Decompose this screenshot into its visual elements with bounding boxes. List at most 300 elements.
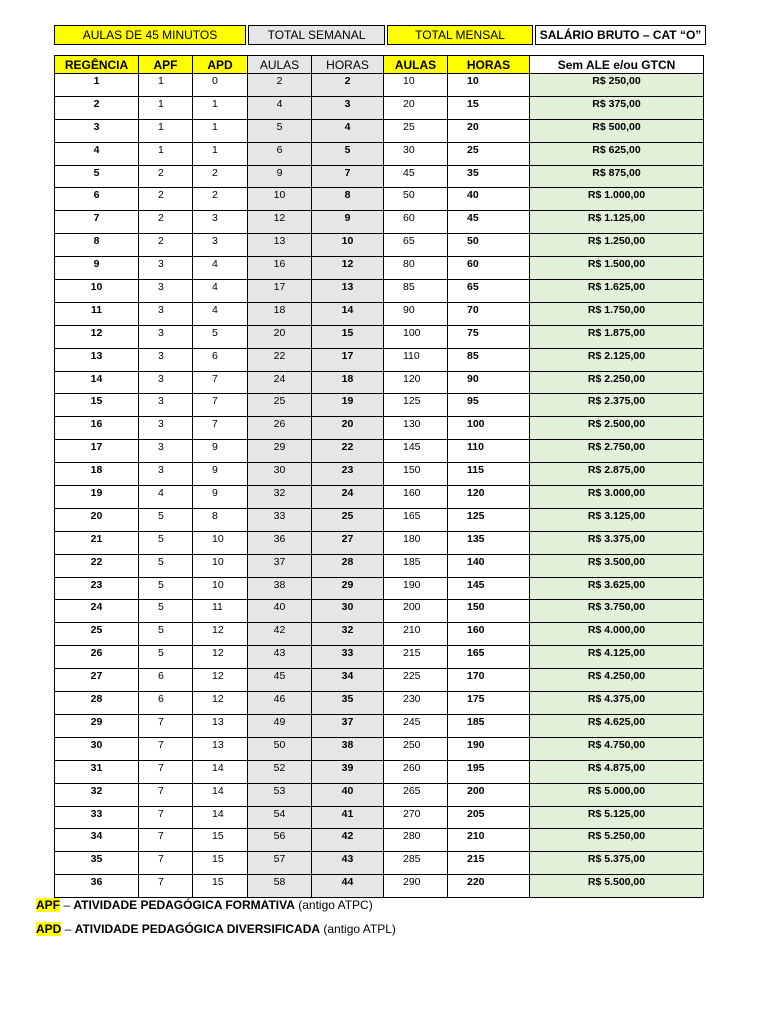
table-row: [55, 417, 704, 440]
cell-regencia: 23: [55, 577, 139, 600]
cell-salario: R$ 1.750,00: [530, 302, 704, 325]
cell-apf: 5: [139, 508, 193, 531]
table-row: [55, 600, 704, 623]
cell-apf: 3: [139, 440, 193, 463]
cell-horas-mensal: 110: [448, 440, 530, 463]
cell-aulas-semanal: 58: [248, 875, 312, 898]
cell-apd: 1: [193, 119, 248, 142]
cell-salario: R$ 2.875,00: [530, 463, 704, 486]
cell-horas-semanal: 38: [312, 737, 384, 760]
cell-apd: 1: [193, 96, 248, 119]
cell-apf: 3: [139, 348, 193, 371]
cell-salario: R$ 5.375,00: [530, 852, 704, 875]
cell-aulas-semanal: 36: [248, 531, 312, 554]
cell-regencia: 4: [55, 142, 139, 165]
cell-regencia: 27: [55, 669, 139, 692]
cell-salario: R$ 3.625,00: [530, 577, 704, 600]
cell-apd: 7: [193, 394, 248, 417]
cell-aulas-mensal: 80: [384, 257, 448, 280]
cell-aulas-semanal: 10: [248, 188, 312, 211]
table-row: [55, 119, 704, 142]
cell-aulas-mensal: 225: [384, 669, 448, 692]
table-body: [55, 74, 704, 898]
cell-aulas-semanal: 18: [248, 302, 312, 325]
cell-apd: 5: [193, 325, 248, 348]
cell-salario: R$ 1.000,00: [530, 188, 704, 211]
cell-regencia: 8: [55, 234, 139, 257]
table-row: [55, 280, 704, 303]
cell-horas-semanal: 22: [312, 440, 384, 463]
cell-apd: 4: [193, 257, 248, 280]
cell-horas-semanal: 43: [312, 852, 384, 875]
cell-regencia: 14: [55, 371, 139, 394]
cell-apd: 4: [193, 280, 248, 303]
cell-horas-semanal: 42: [312, 829, 384, 852]
cell-regencia: 13: [55, 348, 139, 371]
cell-aulas-mensal: 10: [384, 74, 448, 97]
cell-salario: R$ 1.250,00: [530, 234, 704, 257]
cell-aulas-mensal: 215: [384, 646, 448, 669]
cell-aulas-semanal: 4: [248, 96, 312, 119]
note-apf-abbr: APF: [36, 898, 60, 912]
cell-apf: 2: [139, 188, 193, 211]
cell-salario: R$ 5.125,00: [530, 806, 704, 829]
table-row: [55, 852, 704, 875]
cell-aulas-semanal: 37: [248, 554, 312, 577]
cell-regencia: 5: [55, 165, 139, 188]
table-row: [55, 325, 704, 348]
cell-aulas-mensal: 260: [384, 760, 448, 783]
cell-apd: 13: [193, 737, 248, 760]
cell-apf: 7: [139, 737, 193, 760]
cell-salario: R$ 5.250,00: [530, 829, 704, 852]
cell-horas-mensal: 220: [448, 875, 530, 898]
cell-salario: R$ 500,00: [530, 119, 704, 142]
cell-horas-mensal: 115: [448, 463, 530, 486]
cell-aulas-semanal: 26: [248, 417, 312, 440]
cell-horas-mensal: 175: [448, 692, 530, 715]
note-apd: [36, 920, 396, 944]
cell-apd: 11: [193, 600, 248, 623]
cell-apf: 3: [139, 463, 193, 486]
cell-aulas-semanal: 49: [248, 714, 312, 737]
cell-apd: 9: [193, 440, 248, 463]
cell-horas-semanal: 34: [312, 669, 384, 692]
footnotes: [36, 896, 396, 944]
table-row: [55, 577, 704, 600]
cell-salario: R$ 625,00: [530, 142, 704, 165]
cell-salario: R$ 3.500,00: [530, 554, 704, 577]
cell-aulas-semanal: 2: [248, 74, 312, 97]
cell-aulas-mensal: 165: [384, 508, 448, 531]
cell-apf: 2: [139, 165, 193, 188]
cell-salario: R$ 4.125,00: [530, 646, 704, 669]
col-horas-semanal: HORAS: [312, 56, 384, 74]
cell-horas-semanal: 3: [312, 96, 384, 119]
cell-horas-mensal: 135: [448, 531, 530, 554]
cell-salario: R$ 2.250,00: [530, 371, 704, 394]
cell-apf: 5: [139, 554, 193, 577]
cell-apf: 2: [139, 211, 193, 234]
cell-apf: 5: [139, 623, 193, 646]
cell-regencia: 10: [55, 280, 139, 303]
cell-apd: 7: [193, 371, 248, 394]
cell-apf: 6: [139, 692, 193, 715]
cell-salario: R$ 2.125,00: [530, 348, 704, 371]
cell-apd: 10: [193, 554, 248, 577]
cell-horas-mensal: 15: [448, 96, 530, 119]
table-row: [55, 737, 704, 760]
cell-horas-mensal: 85: [448, 348, 530, 371]
table-row: [55, 463, 704, 486]
cell-apf: 3: [139, 417, 193, 440]
cell-aulas-mensal: 30: [384, 142, 448, 165]
cell-aulas-semanal: 45: [248, 669, 312, 692]
cell-horas-mensal: 75: [448, 325, 530, 348]
cell-apd: 12: [193, 669, 248, 692]
cell-apd: 2: [193, 165, 248, 188]
table-row: [55, 371, 704, 394]
cell-horas-semanal: 33: [312, 646, 384, 669]
cell-aulas-mensal: 90: [384, 302, 448, 325]
cell-apd: 13: [193, 714, 248, 737]
cell-apf: 5: [139, 577, 193, 600]
cell-horas-mensal: 40: [448, 188, 530, 211]
cell-aulas-mensal: 100: [384, 325, 448, 348]
cell-aulas-semanal: 53: [248, 783, 312, 806]
cell-horas-semanal: 7: [312, 165, 384, 188]
cell-apd: 10: [193, 577, 248, 600]
cell-apf: 3: [139, 394, 193, 417]
cell-horas-mensal: 90: [448, 371, 530, 394]
cell-regencia: 28: [55, 692, 139, 715]
cell-apf: 4: [139, 486, 193, 509]
cell-salario: R$ 3.375,00: [530, 531, 704, 554]
cell-horas-mensal: 160: [448, 623, 530, 646]
cell-horas-semanal: 29: [312, 577, 384, 600]
cell-aulas-semanal: 29: [248, 440, 312, 463]
cell-aulas-semanal: 32: [248, 486, 312, 509]
cell-apd: 15: [193, 829, 248, 852]
cell-apf: 1: [139, 96, 193, 119]
table-row: [55, 508, 704, 531]
cell-apf: 2: [139, 234, 193, 257]
column-header-row: [55, 56, 704, 74]
header-salario-bruto: SALÁRIO BRUTO – CAT “O”: [536, 26, 706, 45]
cell-apf: 5: [139, 600, 193, 623]
cell-horas-mensal: 95: [448, 394, 530, 417]
note-apd-title: ATIVIDADE PEDAGÓGICA DIVERSIFICADA: [74, 922, 321, 936]
cell-horas-semanal: 2: [312, 74, 384, 97]
cell-horas-mensal: 10: [448, 74, 530, 97]
table-row: [55, 440, 704, 463]
cell-horas-semanal: 14: [312, 302, 384, 325]
cell-horas-semanal: 44: [312, 875, 384, 898]
cell-regencia: 32: [55, 783, 139, 806]
table-row: [55, 302, 704, 325]
note-apf: [36, 896, 396, 920]
cell-aulas-semanal: 54: [248, 806, 312, 829]
cell-apf: 7: [139, 783, 193, 806]
cell-salario: R$ 1.500,00: [530, 257, 704, 280]
cell-regencia: 22: [55, 554, 139, 577]
table-row: [55, 211, 704, 234]
cell-aulas-mensal: 280: [384, 829, 448, 852]
cell-apd: 14: [193, 760, 248, 783]
col-aulas-mensal: AULAS: [384, 56, 448, 74]
cell-horas-semanal: 25: [312, 508, 384, 531]
cell-aulas-mensal: 110: [384, 348, 448, 371]
cell-apd: 14: [193, 806, 248, 829]
note-apf-dash: –: [60, 898, 74, 912]
cell-horas-mensal: 185: [448, 714, 530, 737]
cell-horas-mensal: 20: [448, 119, 530, 142]
table-row: [55, 188, 704, 211]
cell-horas-semanal: 24: [312, 486, 384, 509]
note-apd-dash: –: [61, 922, 75, 936]
table-row: [55, 623, 704, 646]
cell-salario: R$ 1.625,00: [530, 280, 704, 303]
cell-aulas-semanal: 43: [248, 646, 312, 669]
col-horas-mensal: HORAS: [448, 56, 530, 74]
cell-salario: R$ 2.750,00: [530, 440, 704, 463]
cell-salario: R$ 375,00: [530, 96, 704, 119]
cell-aulas-semanal: 12: [248, 211, 312, 234]
cell-horas-mensal: 150: [448, 600, 530, 623]
cell-apf: 3: [139, 325, 193, 348]
table-row: [55, 96, 704, 119]
cell-regencia: 36: [55, 875, 139, 898]
cell-aulas-mensal: 250: [384, 737, 448, 760]
cell-horas-semanal: 23: [312, 463, 384, 486]
cell-horas-semanal: 12: [312, 257, 384, 280]
cell-salario: R$ 4.000,00: [530, 623, 704, 646]
cell-horas-mensal: 45: [448, 211, 530, 234]
cell-horas-mensal: 140: [448, 554, 530, 577]
cell-apd: 12: [193, 692, 248, 715]
cell-regencia: 7: [55, 211, 139, 234]
cell-aulas-mensal: 230: [384, 692, 448, 715]
cell-horas-mensal: 125: [448, 508, 530, 531]
cell-apd: 10: [193, 531, 248, 554]
cell-horas-mensal: 120: [448, 486, 530, 509]
cell-apf: 7: [139, 760, 193, 783]
cell-horas-semanal: 37: [312, 714, 384, 737]
cell-horas-semanal: 19: [312, 394, 384, 417]
cell-aulas-mensal: 265: [384, 783, 448, 806]
cell-salario: R$ 3.750,00: [530, 600, 704, 623]
cell-horas-mensal: 145: [448, 577, 530, 600]
cell-apf: 7: [139, 714, 193, 737]
cell-horas-semanal: 18: [312, 371, 384, 394]
table-row: [55, 669, 704, 692]
cell-aulas-mensal: 20: [384, 96, 448, 119]
cell-apd: 8: [193, 508, 248, 531]
cell-apd: 6: [193, 348, 248, 371]
cell-aulas-mensal: 190: [384, 577, 448, 600]
note-apd-abbr: APD: [36, 922, 62, 936]
cell-apd: 12: [193, 623, 248, 646]
header-total-mensal: TOTAL MENSAL: [388, 26, 533, 45]
table-row: [55, 531, 704, 554]
col-salario: Sem ALE e/ou GTCN: [530, 56, 704, 74]
cell-apd: 4: [193, 302, 248, 325]
cell-horas-semanal: 15: [312, 325, 384, 348]
cell-aulas-semanal: 42: [248, 623, 312, 646]
header-total-semanal: TOTAL SEMANAL: [249, 26, 385, 45]
cell-apd: 1: [193, 142, 248, 165]
cell-aulas-mensal: 120: [384, 371, 448, 394]
cell-apf: 7: [139, 806, 193, 829]
cell-aulas-mensal: 85: [384, 280, 448, 303]
cell-aulas-semanal: 56: [248, 829, 312, 852]
cell-regencia: 34: [55, 829, 139, 852]
table-row: [55, 692, 704, 715]
table-row: [55, 806, 704, 829]
cell-aulas-mensal: 130: [384, 417, 448, 440]
cell-horas-semanal: 40: [312, 783, 384, 806]
cell-apf: 7: [139, 829, 193, 852]
cell-regencia: 12: [55, 325, 139, 348]
table-row: [55, 646, 704, 669]
cell-apd: 15: [193, 852, 248, 875]
cell-horas-mensal: 215: [448, 852, 530, 875]
cell-aulas-mensal: 45: [384, 165, 448, 188]
cell-aulas-semanal: 57: [248, 852, 312, 875]
cell-aulas-mensal: 185: [384, 554, 448, 577]
cell-salario: R$ 4.875,00: [530, 760, 704, 783]
cell-aulas-semanal: 24: [248, 371, 312, 394]
cell-regencia: 2: [55, 96, 139, 119]
cell-aulas-semanal: 25: [248, 394, 312, 417]
col-apf: APF: [139, 56, 193, 74]
col-aulas-semanal: AULAS: [248, 56, 312, 74]
cell-horas-mensal: 50: [448, 234, 530, 257]
table-row: [55, 257, 704, 280]
cell-horas-semanal: 27: [312, 531, 384, 554]
cell-horas-mensal: 170: [448, 669, 530, 692]
cell-regencia: 33: [55, 806, 139, 829]
cell-regencia: 11: [55, 302, 139, 325]
cell-regencia: 3: [55, 119, 139, 142]
cell-horas-mensal: 200: [448, 783, 530, 806]
cell-regencia: 15: [55, 394, 139, 417]
cell-salario: R$ 2.500,00: [530, 417, 704, 440]
cell-horas-mensal: 100: [448, 417, 530, 440]
cell-apf: 7: [139, 852, 193, 875]
cell-aulas-mensal: 210: [384, 623, 448, 646]
cell-salario: R$ 1.125,00: [530, 211, 704, 234]
cell-aulas-semanal: 16: [248, 257, 312, 280]
cell-aulas-semanal: 22: [248, 348, 312, 371]
cell-aulas-semanal: 13: [248, 234, 312, 257]
cell-regencia: 16: [55, 417, 139, 440]
table-row: [55, 142, 704, 165]
cell-apd: 7: [193, 417, 248, 440]
cell-horas-mensal: 65: [448, 280, 530, 303]
note-apd-suffix: (antigo ATPL): [320, 922, 396, 936]
cell-aulas-mensal: 145: [384, 440, 448, 463]
table-row: [55, 783, 704, 806]
cell-horas-mensal: 25: [448, 142, 530, 165]
cell-salario: R$ 3.125,00: [530, 508, 704, 531]
cell-regencia: 18: [55, 463, 139, 486]
cell-aulas-semanal: 38: [248, 577, 312, 600]
cell-horas-mensal: 70: [448, 302, 530, 325]
cell-regencia: 19: [55, 486, 139, 509]
cell-horas-mensal: 165: [448, 646, 530, 669]
cell-apd: 2: [193, 188, 248, 211]
cell-salario: R$ 5.500,00: [530, 875, 704, 898]
cell-apf: 3: [139, 302, 193, 325]
cell-apd: 9: [193, 486, 248, 509]
cell-salario: R$ 250,00: [530, 74, 704, 97]
cell-horas-mensal: 210: [448, 829, 530, 852]
table-row: [55, 348, 704, 371]
header-aulas-45-minutos: AULAS DE 45 MINUTOS: [55, 26, 246, 45]
table-row: [55, 760, 704, 783]
cell-horas-semanal: 8: [312, 188, 384, 211]
cell-aulas-mensal: 160: [384, 486, 448, 509]
cell-regencia: 24: [55, 600, 139, 623]
cell-aulas-mensal: 150: [384, 463, 448, 486]
cell-horas-semanal: 30: [312, 600, 384, 623]
cell-horas-semanal: 10: [312, 234, 384, 257]
table-row: [55, 486, 704, 509]
cell-aulas-semanal: 9: [248, 165, 312, 188]
top-header-table: [54, 25, 706, 45]
cell-salario: R$ 4.375,00: [530, 692, 704, 715]
cell-regencia: 17: [55, 440, 139, 463]
cell-aulas-mensal: 65: [384, 234, 448, 257]
cell-horas-mensal: 190: [448, 737, 530, 760]
cell-apf: 1: [139, 119, 193, 142]
cell-regencia: 30: [55, 737, 139, 760]
cell-horas-semanal: 41: [312, 806, 384, 829]
cell-regencia: 6: [55, 188, 139, 211]
cell-aulas-semanal: 40: [248, 600, 312, 623]
cell-aulas-mensal: 180: [384, 531, 448, 554]
table-row: [55, 165, 704, 188]
col-apd: APD: [193, 56, 248, 74]
cell-apf: 1: [139, 74, 193, 97]
cell-aulas-mensal: 245: [384, 714, 448, 737]
col-regencia: REGÊNCIA: [55, 56, 139, 74]
table-row: [55, 829, 704, 852]
cell-horas-semanal: 17: [312, 348, 384, 371]
cell-regencia: 21: [55, 531, 139, 554]
table-row: [55, 74, 704, 97]
cell-apf: 5: [139, 646, 193, 669]
cell-aulas-mensal: 50: [384, 188, 448, 211]
cell-salario: R$ 4.625,00: [530, 714, 704, 737]
cell-apf: 5: [139, 531, 193, 554]
cell-apd: 0: [193, 74, 248, 97]
cell-horas-semanal: 5: [312, 142, 384, 165]
cell-salario: R$ 4.750,00: [530, 737, 704, 760]
cell-salario: R$ 1.875,00: [530, 325, 704, 348]
cell-salario: R$ 5.000,00: [530, 783, 704, 806]
cell-horas-mensal: 205: [448, 806, 530, 829]
table-row: [55, 875, 704, 898]
table-row: [55, 394, 704, 417]
cell-aulas-mensal: 60: [384, 211, 448, 234]
cell-salario: R$ 3.000,00: [530, 486, 704, 509]
cell-apd: 3: [193, 211, 248, 234]
cell-horas-semanal: 32: [312, 623, 384, 646]
note-apf-suffix: (antigo ATPC): [294, 898, 373, 912]
cell-aulas-mensal: 25: [384, 119, 448, 142]
